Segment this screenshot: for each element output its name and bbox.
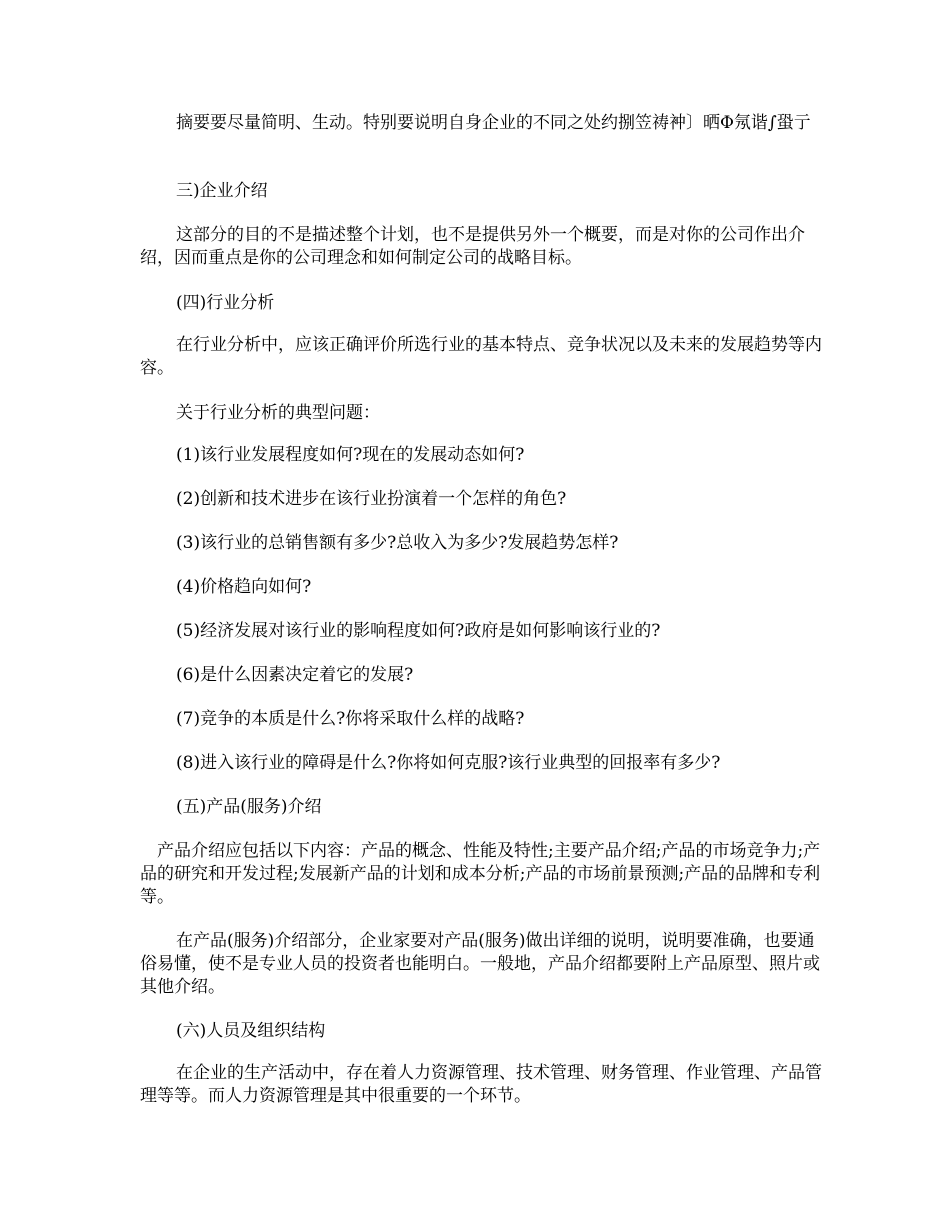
paragraph-industry-analysis: 在行业分析中，应该正确评价所选行业的基本特点、竞争状况以及未来的发展趋势等内容。 bbox=[140, 335, 822, 378]
paragraph-typical-questions: 关于行业分析的典型问题： bbox=[176, 403, 380, 423]
paragraph-summary: 摘要要尽量简明、生动。特别要说明自身企业的不同之处约捌笠祷衶〕晒Φ氖谐∫蛩亍 bbox=[176, 113, 811, 133]
question-item-3: (3)该行业的总销售额有多少?总收入为多少?发展趋势怎样? bbox=[176, 533, 619, 553]
paragraph-company-intro: 这部分的目的不是描述整个计划，也不是提供另外一个概要，而是对你的公司作出介绍，因而重点是你的公司理念和如何制定公司的战略目标。 bbox=[140, 225, 805, 268]
section-heading-industry-analysis: (四)行业分析 bbox=[176, 293, 275, 313]
paragraph-product-details: 在产品(服务)介绍部分，企业家要对产品(服务)做出详细的说明，说明要准确，也要通俗易懂，使不是专业人员的投资者也能明白。一般地，产品介绍都要附上产品原型、照片或其他介绍。 bbox=[140, 931, 820, 997]
section-heading-product-intro: (五)产品(服务)介绍 bbox=[176, 797, 322, 817]
section-heading-company-intro: 三)企业介绍 bbox=[176, 181, 268, 201]
paragraph-personnel: 在企业的生产活动中，存在着人力资源管理、技术管理、财务管理、作业管理、产品管理等等。而人力资源管理是其中很重要的一个环节。 bbox=[140, 1063, 822, 1106]
paragraph-product-contents: 产品介绍应包括以下内容：产品的概念、性能及特性;主要产品介绍;产品的市场竞争力;产品的研究和开发过程;发展新产品的计划和成本分析;产品的市场前景预测;产品的品牌和专利等。 bbox=[140, 841, 821, 907]
question-item-5: (5)经济发展对该行业的影响程度如何?政府是如何影响该行业的? bbox=[176, 621, 661, 641]
question-item-8: (8)进入该行业的障碍是什么?你将如何克服?该行业典型的回报率有多少? bbox=[176, 753, 721, 773]
question-item-6: (6)是什么因素决定着它的发展? bbox=[176, 665, 414, 685]
question-item-1: (1)该行业发展程度如何?现在的发展动态如何? bbox=[176, 445, 525, 465]
question-item-7: (7)竞争的本质是什么?你将采取什么样的战略? bbox=[176, 709, 525, 729]
section-heading-personnel: (六)人员及组织结构 bbox=[176, 1021, 326, 1041]
question-item-2: (2)创新和技术进步在该行业扮演着一个怎样的角色? bbox=[176, 489, 567, 509]
question-item-4: (4)价格趋向如何? bbox=[176, 577, 312, 597]
